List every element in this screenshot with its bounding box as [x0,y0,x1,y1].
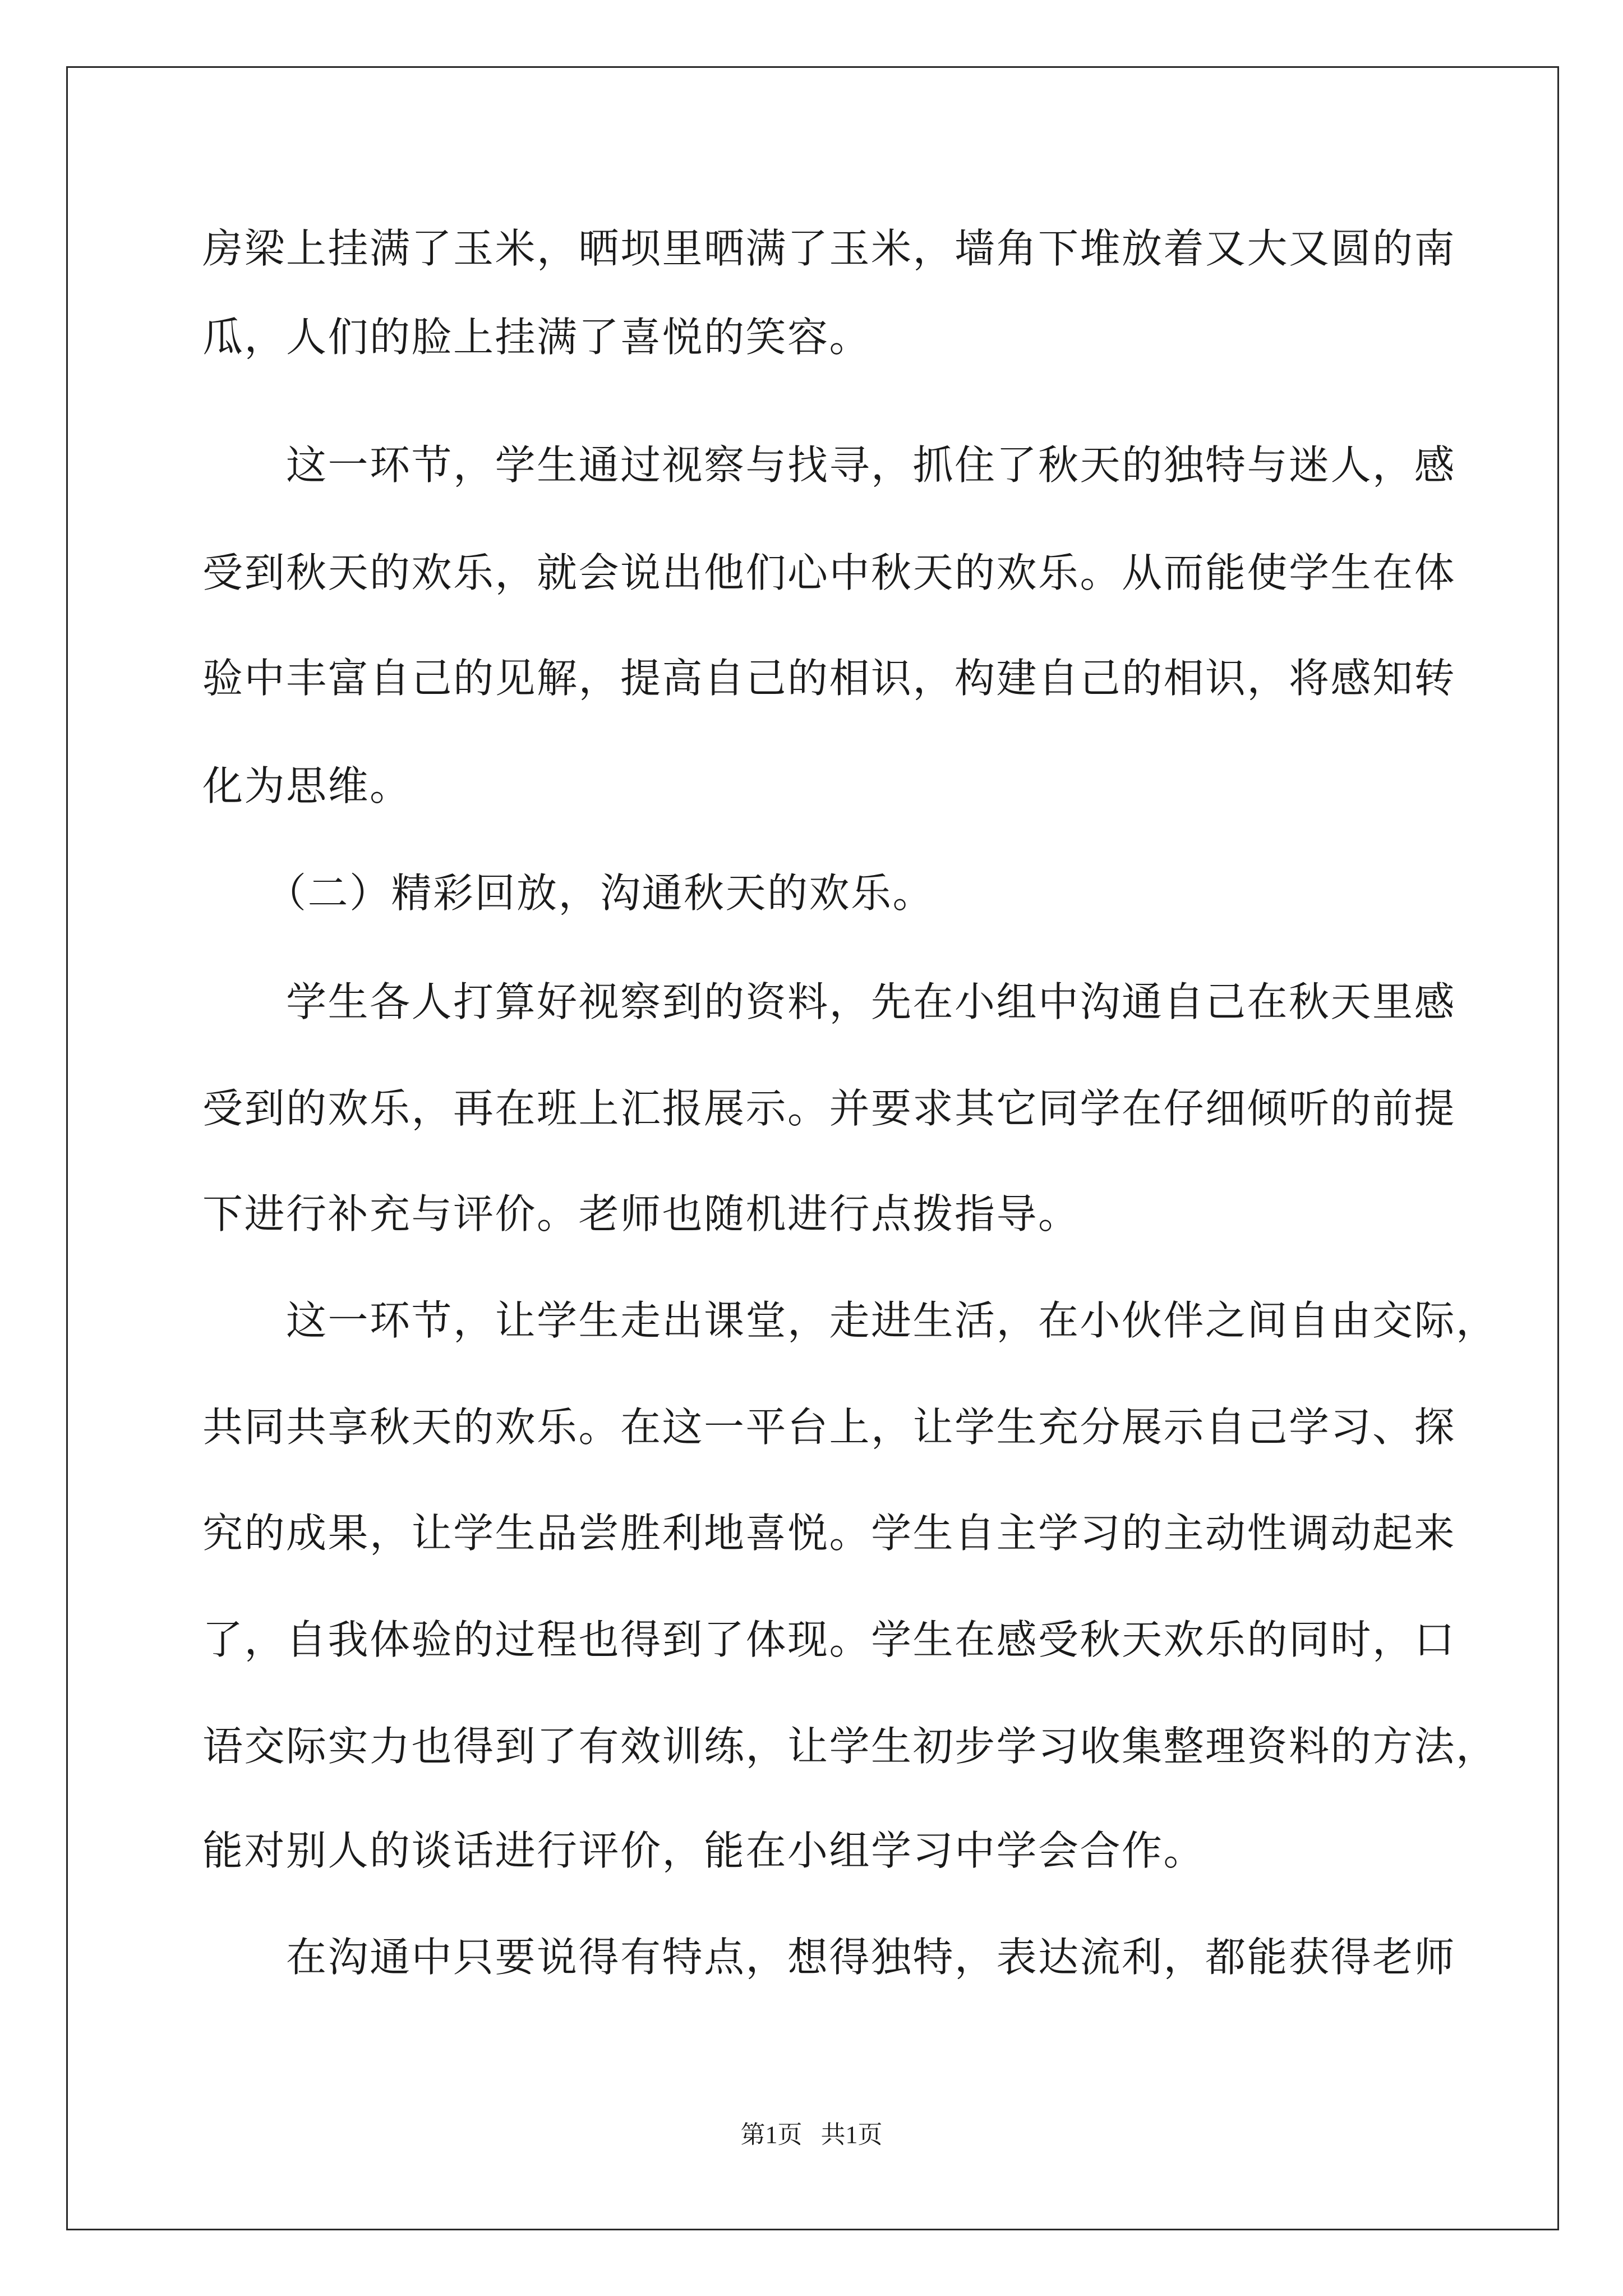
text-line: 这一环节，学生通过视察与找寻，抓住了秋天的独特与迷人，感 [202,441,1456,489]
text-line: 能对别人的谈话进行评价，能在小组学习中学会合作。 [202,1827,1206,1874]
text-line: 受到的欢乐，再在班上汇报展示。并要求其它同学在仔细倾听的前提 [202,1085,1456,1132]
text-line: 共同共享秋天的欢乐。在这一平台上，让学生充分展示自己学习、探 [202,1404,1456,1451]
text-line: 瓜，人们的脸上挂满了喜悦的笑容。 [202,314,872,361]
text-line: 这一环节，让学生走出课堂，走进生活，在小伙伴之间自由交际， [202,1297,1498,1344]
page-border [66,66,1559,2230]
text-line: 究的成果，让学生品尝胜利地喜悦。学生自主学习的主动性调动起来 [202,1510,1456,1557]
text-line: 受到秋天的欢乐，就会说出他们心中秋天的欢乐。从而能使学生在体 [202,549,1456,596]
page-footer: 第1页 共1页 [740,2121,883,2148]
text-line: 在沟通中只要说得有特点，想得独特，表达流利，都能获得老师 [202,1934,1456,1981]
text-line: 语交际实力也得到了有效训练，让学生初步学习收集整理资料的方法， [202,1723,1498,1770]
text-line: 学生各人打算好视察到的资料，先在小组中沟通自己在秋天里感 [202,978,1456,1025]
text-line: 房梁上挂满了玉米，晒坝里晒满了玉米，墙角下堆放着又大又圆的南 [202,225,1456,272]
section-heading: （二）精彩回放，沟通秋天的欢乐。 [202,869,935,917]
text-line: 化为思维。 [202,762,412,809]
text-line: 验中丰富自己的见解，提高自己的相识，构建自己的相识，将感知转 [202,655,1456,702]
text-line: 下进行补充与评价。老师也随机进行点拨指导。 [202,1190,1080,1237]
text-line: 了，自我体验的过程也得到了体现。学生在感受秋天欢乐的同时，口 [202,1616,1456,1663]
